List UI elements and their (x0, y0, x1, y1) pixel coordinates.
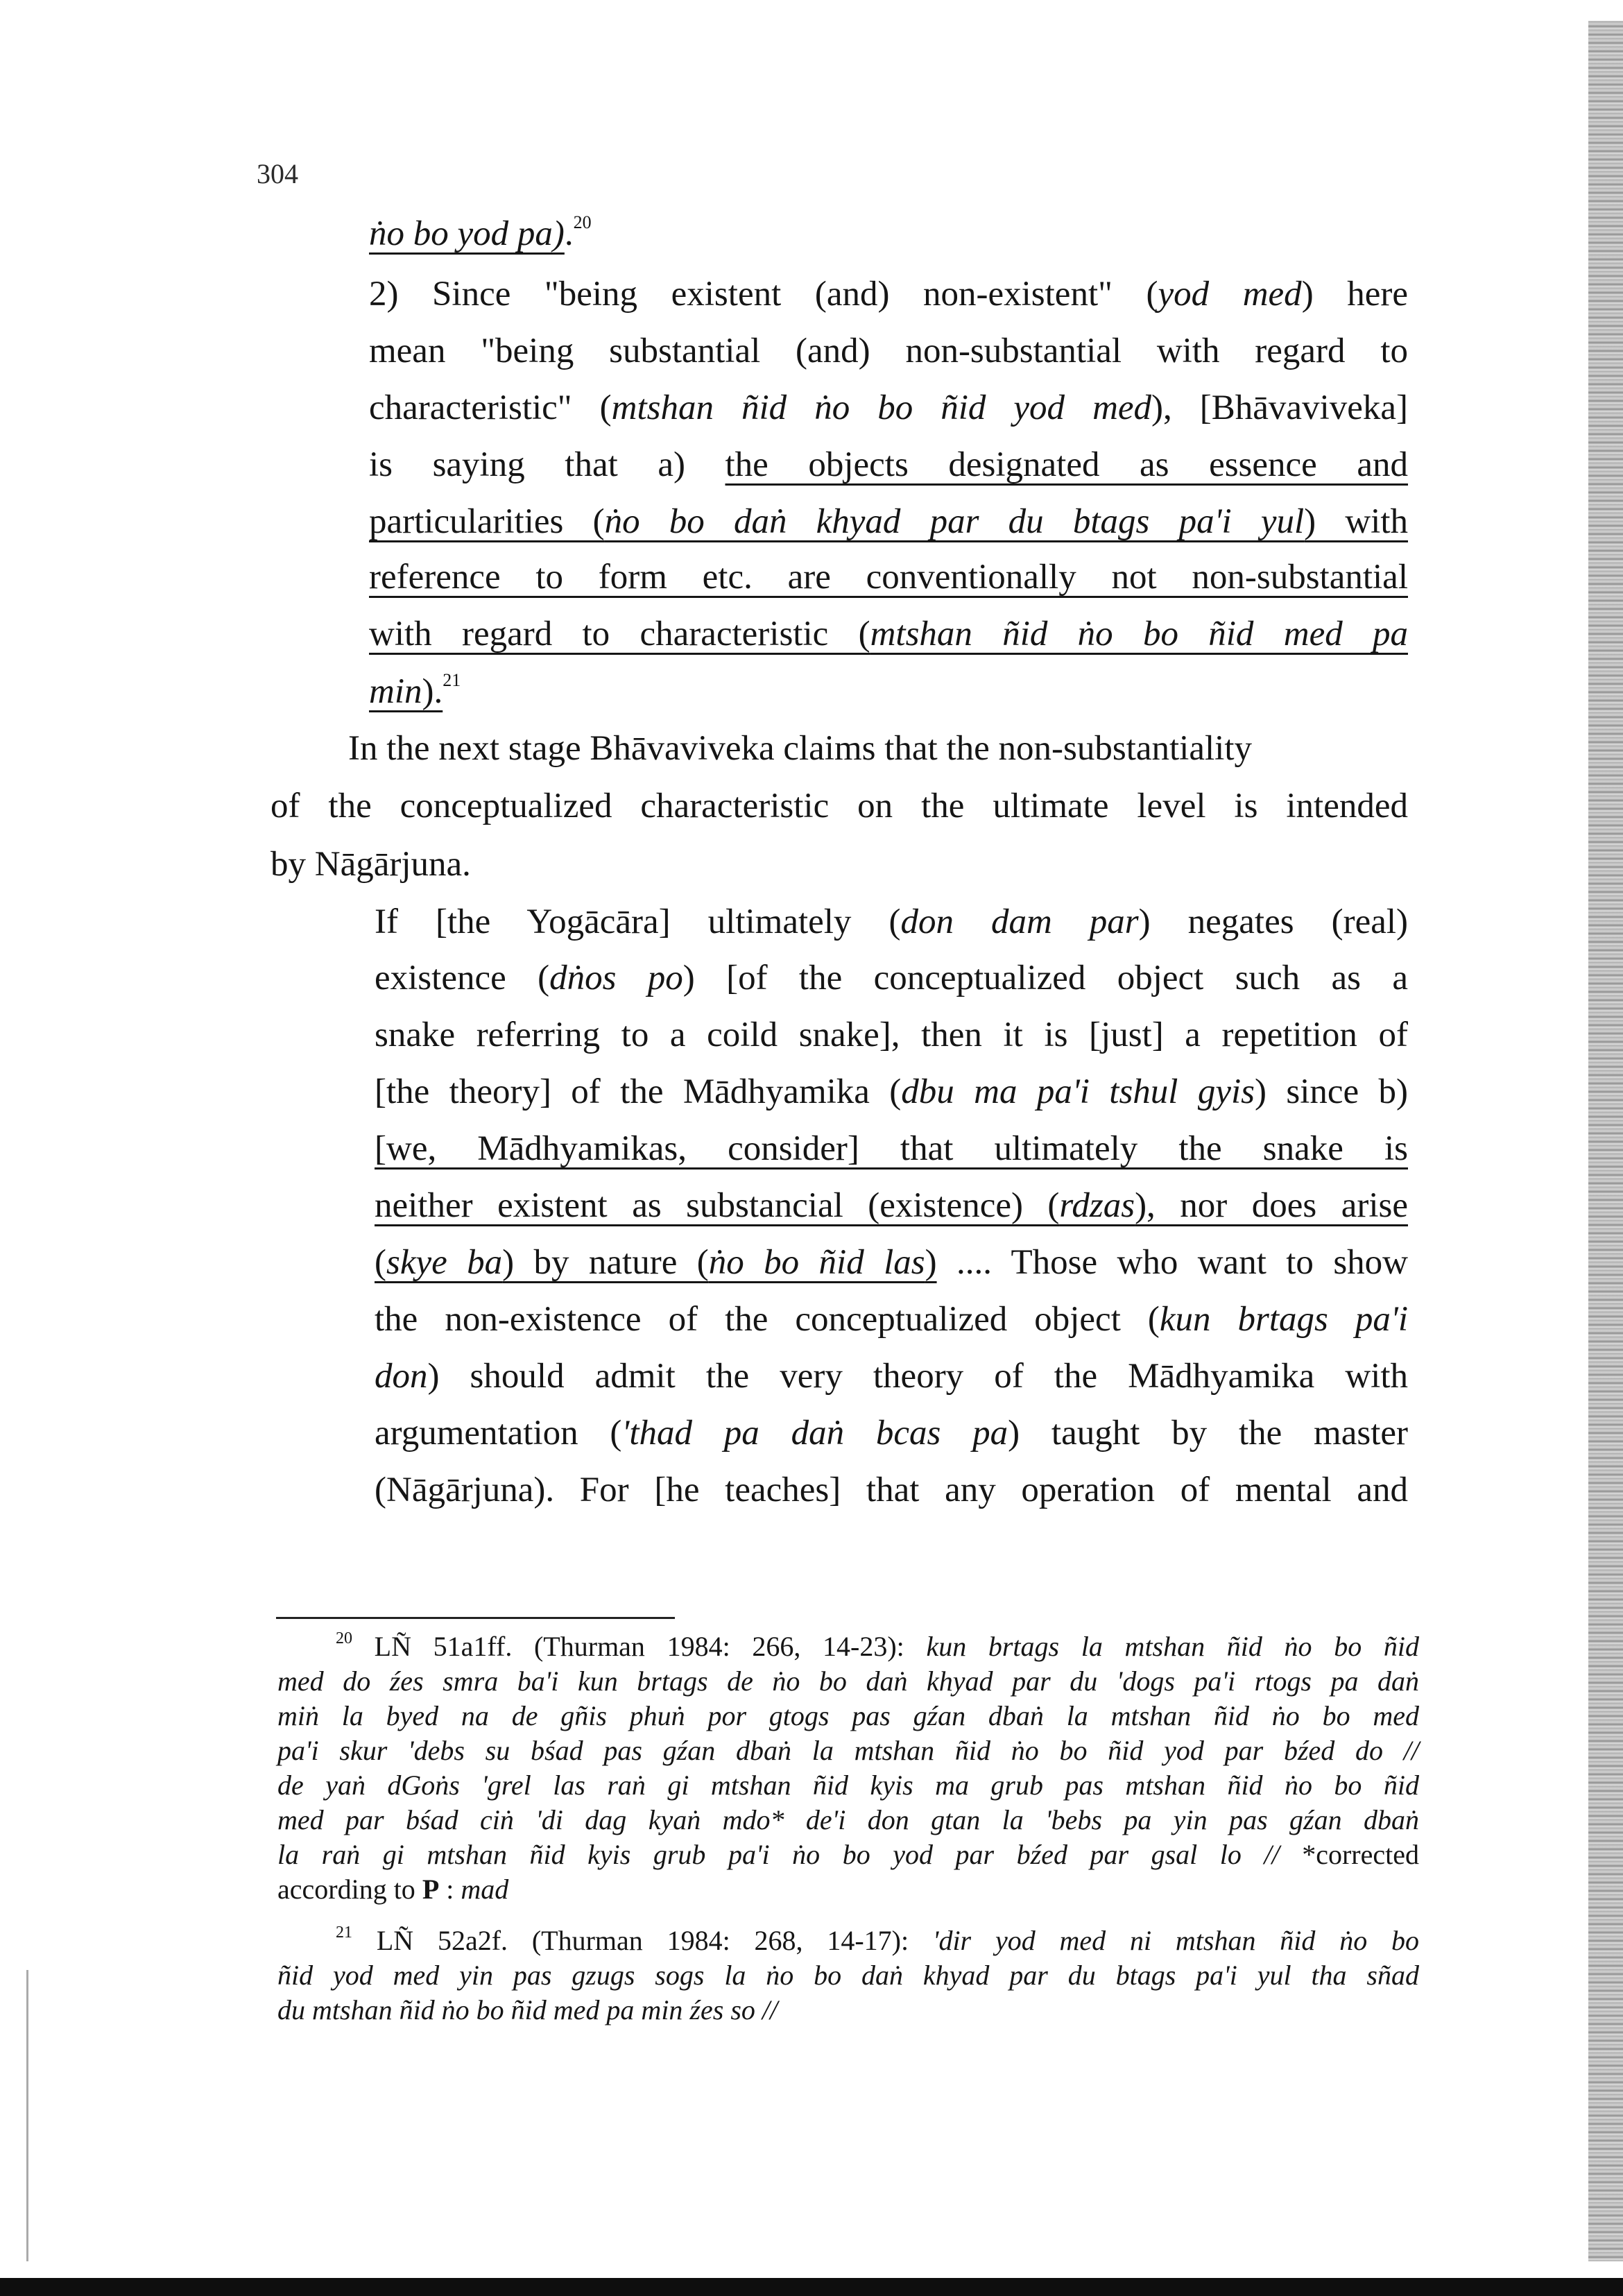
quote-line: characteristic" (mtshan ñid ṅo bo ñid yod med), [Bhāvaviveka] (369, 388, 1408, 427)
footnote-21-line: $^{21}$ LÑ 52a2f. (Thurman 1984: 268, 14-17): 'dir yod med ni mtshan ñid ṅo bo (336, 1924, 1419, 1956)
quote-line: 2) Since "being existent (and) non-existent" (yod med) here (369, 275, 1408, 314)
quote-line: is saying that a) the objects designated as essence and (369, 445, 1409, 484)
quote-line: mean "being substantial (and) non-substantial with regard to (369, 332, 1408, 370)
scan-margin-mark (26, 1970, 28, 2261)
quote-line: reference to form etc. are conventionally not non-substantial (369, 558, 1408, 597)
footnote-20-line: according to P : mad (277, 1874, 509, 1905)
quote-line: min).$^{21}$ (369, 670, 461, 711)
footnote-ref-21[interactable]: 21 (443, 670, 461, 690)
footnote-21-line: ñid yod med yin pas gzugs sogs la ṅo bo daṅ khyad par du btags pa'i yul tha sñad (277, 1960, 1419, 1991)
footnote-20-line: de yaṅ dGoṅs 'grel las raṅ gi mtshan ñid kyis ma grub pas mtshan ñid ṅo bo ñid (277, 1770, 1419, 1801)
quote-line: neither existent as substancial (existence) (rdzas), nor does arise (375, 1186, 1408, 1225)
body-line: In the next stage Bhāvaviveka claims that the non-substantiality (348, 729, 1252, 768)
quote-line: particularities (ṅo bo daṅ khyad par du btags pa'i yul) with (369, 502, 1409, 541)
footnote-20-line: med do źes smra ba'i kun brtags de ṅo bo daṅ khyad par du 'dogs pa'i rtogs pa daṅ (277, 1665, 1419, 1697)
footnote-20-line: miṅ la byed na de gñis phuṅ por gtogs pas gźan dbaṅ la mtshan ñid ṅo bo med (277, 1700, 1419, 1731)
body-line: of the conceptualized characteristic on the ultimate level is intended (270, 787, 1408, 825)
footnote-20-line: pa'i skur 'debs su bśad pas gźan dbaṅ la mtshan ñid ṅo bo ñid yod par bźed do // (277, 1735, 1419, 1766)
quote-line: ṅo bo yod pa).$^{20}$ (369, 212, 592, 253)
body-line: by Nāgārjuna. (270, 845, 471, 884)
quote-line: existence (dṅos po) [of the conceptualized object such as a (375, 959, 1408, 997)
footnote-20-line: la raṅ gi mtshan ñid kyis grub pa'i ṅo bo yod par bźed par gsal lo // *corrected (277, 1839, 1419, 1870)
footnote-ref-20[interactable]: 20 (573, 212, 592, 232)
footnote-separator (276, 1617, 675, 1619)
footnote-number-21: 21 (336, 1924, 352, 1942)
footnote-20-line: $^{20}$ LÑ 51a1ff. (Thurman 1984: 266, 14-23): kun brtags la mtshan ñid ṅo bo ñid (336, 1629, 1420, 1662)
quote-line: [we, Mādhyamikas, consider] that ultimately the snake is (375, 1129, 1408, 1168)
quote-line: don) should admit the very theory of the Mādhyamika with (375, 1357, 1408, 1396)
quote-line: If [the Yogācāra] ultimately (don dam par) negates (real) (375, 902, 1408, 941)
page-number: 304 (257, 158, 298, 189)
footnote-20-line: med par bśad ciṅ 'di dag kyaṅ mdo* de'i don gtan la 'bebs pa yin pas gźan dbaṅ (277, 1804, 1419, 1835)
quote-line: [the theory] of the Mādhyamika (dbu ma pa'i tshul gyis) since b) (375, 1072, 1408, 1111)
quote-line: with regard to characteristic (mtshan ñid ṅo bo ñid med pa (369, 615, 1408, 653)
footnote-21-line: du mtshan ñid ṅo bo ñid med pa min źes so // (277, 1994, 778, 2025)
quote-line: snake referring to a coild snake], then it is [just] a repetition of (375, 1016, 1408, 1054)
quote-line: argumentation ('thad pa daṅ bcas pa) taught by the master (375, 1414, 1408, 1453)
quote-line: (Nāgārjuna). For [he teaches] that any operation of mental and (375, 1471, 1408, 1509)
quote-line: the non-existence of the conceptualized object (kun brtags pa'i (375, 1300, 1408, 1339)
scan-bottom-edge (0, 2278, 1623, 2296)
quote-line: (skye ba) by nature (ṅo bo ñid las) .... Those who want to show (375, 1243, 1408, 1282)
scan-edge-shadow (1588, 21, 1623, 2261)
footnote-number-20: 20 (336, 1629, 352, 1647)
